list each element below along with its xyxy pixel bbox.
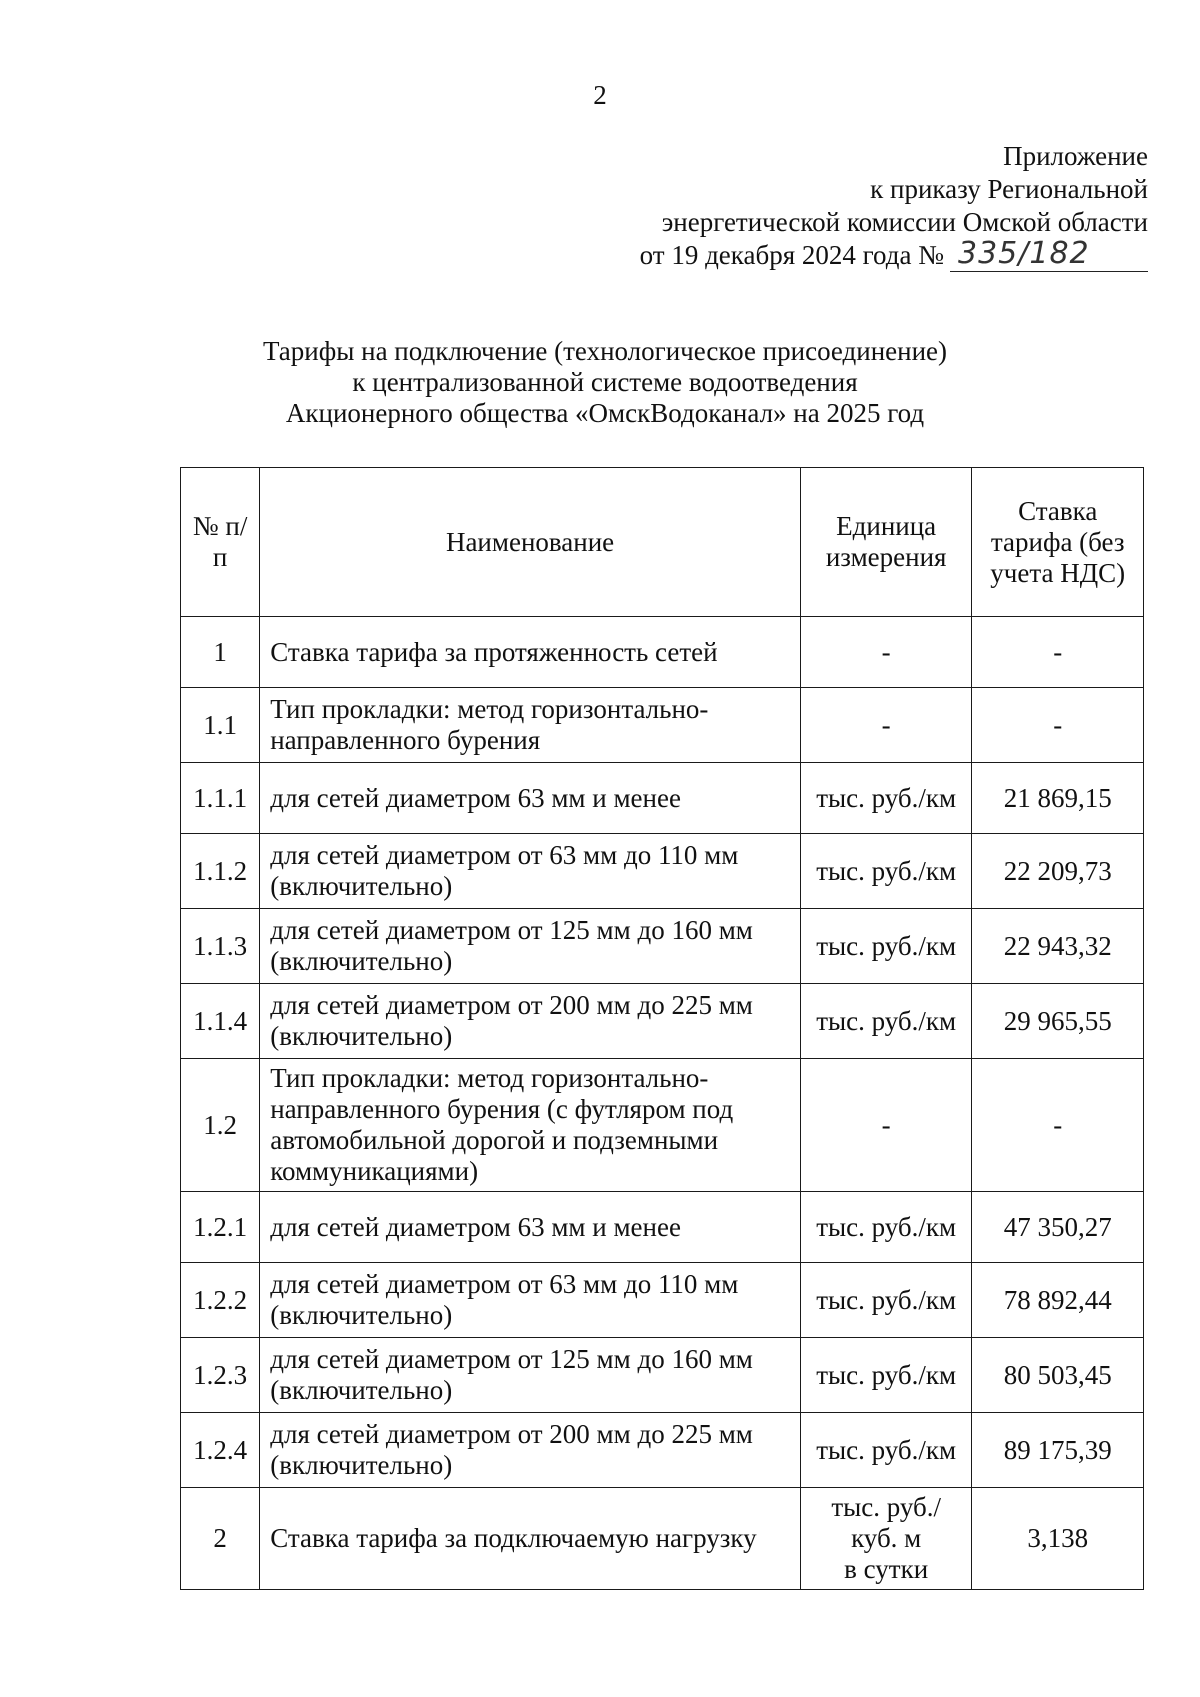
row-rate: - — [972, 1059, 1144, 1192]
row-name: Ставка тарифа за подключаемую нагрузку — [260, 1488, 801, 1590]
row-name: для сетей диаметром от 200 мм до 225 мм (включительно) — [260, 1413, 801, 1488]
row-name: Ставка тарифа за протяженность сетей — [260, 617, 801, 688]
row-num: 1.1 — [181, 688, 260, 763]
row-rate: 3,138 — [972, 1488, 1144, 1590]
row-num: 1.1.3 — [181, 909, 260, 984]
appendix-line-2: к приказу Региональной — [870, 174, 1148, 204]
table-row — [181, 688, 1144, 763]
table-row — [181, 1192, 1144, 1263]
row-unit: тыс. руб./км — [800, 763, 972, 834]
document-title — [0, 336, 1200, 429]
table-row — [181, 1413, 1144, 1488]
row-rate: 22 209,73 — [972, 834, 1144, 909]
page-number: 2 — [593, 80, 607, 110]
tariff-table — [180, 467, 1144, 1590]
row-rate: 29 965,55 — [972, 984, 1144, 1059]
row-name: для сетей диаметром от 63 мм до 110 мм (включительно) — [260, 834, 801, 909]
row-name: Тип прокладки: метод горизонтально-направленного бурения — [260, 688, 801, 763]
header-name: Наименование — [260, 468, 801, 617]
row-num: 1.1.4 — [181, 984, 260, 1059]
row-num: 1.2.2 — [181, 1263, 260, 1338]
row-rate: 22 943,32 — [972, 909, 1144, 984]
table-row — [181, 1488, 1144, 1590]
title-line-2: к централизованной системе водоотведения — [352, 367, 858, 397]
appendix-line-3: энергетической комиссии Омской области — [661, 207, 1148, 237]
table-row — [181, 1059, 1144, 1192]
header-num: № п/п — [181, 468, 260, 617]
row-num: 1.2.3 — [181, 1338, 260, 1413]
row-num: 1 — [181, 617, 260, 688]
table-row — [181, 1338, 1144, 1413]
appendix-line-1: Приложение — [1003, 141, 1148, 171]
row-name: для сетей диаметром от 63 мм до 110 мм (включительно) — [260, 1263, 801, 1338]
row-num: 1.2.1 — [181, 1192, 260, 1263]
table-row — [181, 763, 1144, 834]
header-rate: Ставка тарифа (без учета НДС) — [972, 468, 1144, 617]
row-rate: - — [972, 617, 1144, 688]
row-unit: тыс. руб./км — [800, 984, 972, 1059]
row-name: для сетей диаметром 63 мм и менее — [260, 763, 801, 834]
appendix-line-4 — [639, 236, 1148, 272]
header-unit: Единица измерения — [800, 468, 972, 617]
table-header-row — [181, 468, 1144, 617]
table-row — [181, 834, 1144, 909]
row-unit: тыс. руб./км — [800, 1192, 972, 1263]
row-rate: 80 503,45 — [972, 1338, 1144, 1413]
row-rate: 47 350,27 — [972, 1192, 1144, 1263]
title-line-3: Акционерного общества «ОмскВодоканал» на 2025 год — [285, 398, 925, 428]
table-row — [181, 909, 1144, 984]
row-unit: тыс. руб./км — [800, 1263, 972, 1338]
row-name: для сетей диаметром от 200 мм до 225 мм (включительно) — [260, 984, 801, 1059]
table-row — [181, 984, 1144, 1059]
row-unit: тыс. руб./ куб. м в сутки — [800, 1488, 972, 1590]
row-num: 1.2.4 — [181, 1413, 260, 1488]
title-line-1: Тарифы на подключение (технологическое присоединение) — [262, 336, 948, 366]
row-rate: 89 175,39 — [972, 1413, 1144, 1488]
row-unit: тыс. руб./км — [800, 1338, 972, 1413]
row-num: 1.2 — [181, 1059, 260, 1192]
row-name: Тип прокладки: метод горизонтально-направленного бурения (с футляром под автомобильной дорогой и подземными коммуникациями) — [260, 1059, 801, 1192]
row-unit: тыс. руб./км — [800, 909, 972, 984]
row-unit: - — [800, 1059, 972, 1192]
row-num: 2 — [181, 1488, 260, 1590]
row-name: для сетей диаметром от 125 мм до 160 мм (включительно) — [260, 909, 801, 984]
row-num: 1.1.1 — [181, 763, 260, 834]
row-unit: - — [800, 688, 972, 763]
row-name: для сетей диаметром от 125 мм до 160 мм (включительно) — [260, 1338, 801, 1413]
table-row — [181, 1263, 1144, 1338]
row-rate: 21 869,15 — [972, 763, 1144, 834]
appendix-header — [640, 140, 1148, 272]
order-date: от 19 декабря 2024 года № — [639, 240, 944, 270]
row-num: 1.1.2 — [181, 834, 260, 909]
row-unit: тыс. руб./км — [800, 834, 972, 909]
row-unit: тыс. руб./км — [800, 1413, 972, 1488]
row-rate: - — [972, 688, 1144, 763]
row-name: для сетей диаметром 63 мм и менее — [260, 1192, 801, 1263]
table-row — [181, 617, 1144, 688]
handwritten-order-number: 335/182 — [950, 239, 1148, 272]
row-unit: - — [800, 617, 972, 688]
row-rate: 78 892,44 — [972, 1263, 1144, 1338]
